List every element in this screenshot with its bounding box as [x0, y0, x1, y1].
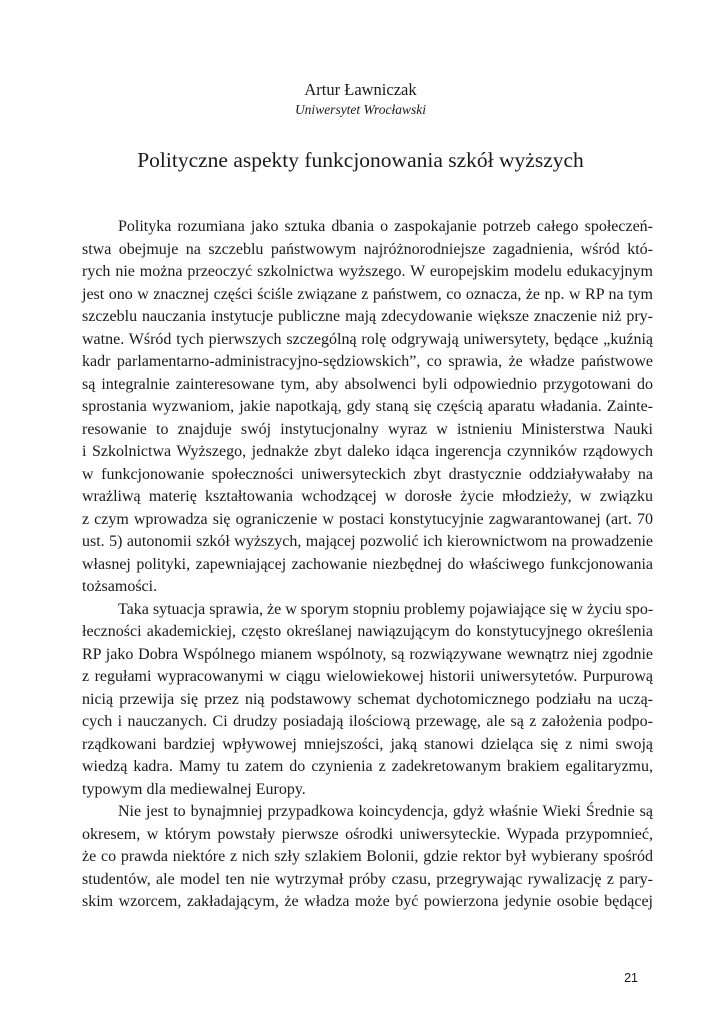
- paragraph-2-line: rządkowani bardziej wpływowej mniejszości, jaką stanowi dzieląca się z nimi swoją: [82, 735, 653, 753]
- paragraph-1-line: stwa obejmuje na szczeblu państwowym najróżnorodniejsze zagadnienia, wśród któ-: [82, 240, 653, 258]
- article-title: Polityczne aspekty funkcjonowania szkół wyższych: [137, 148, 584, 172]
- paragraph-1-line: w funkcjonowanie społeczności uniwersyteckich zbyt drastycznie oddziaływałaby na: [82, 465, 653, 483]
- paragraph-3-line: Nie jest to bynajmniej przypadkowa koincydencja, gdyż właśnie Wieki Średnie są: [118, 803, 653, 820]
- paragraph-1-line: szczeblu nauczania instytucje publiczne mają zdecydowanie większe znaczenie niż pry-: [82, 308, 653, 325]
- paragraph-1-line: jest ono w znacznej części ściśle związane z państwem, co oznacza, że np. w RP na tym: [82, 285, 653, 303]
- paragraph-2-line: typowym dla mediewalnej Europy.: [82, 780, 306, 798]
- paragraph-1-line: z czym wprowadza się ograniczenie w postaci konstytucyjnie zagwarantowanej (art. 70: [82, 510, 653, 528]
- paragraph-2-line: cych i nauczanych. Ci drudzy posiadają ilościową przewagę, ale są z założenia podpo-: [82, 713, 653, 730]
- paragraph-1-line: resowanie to znajduje swój instytucjonalny wyraz w istnieniu Ministerstwa Nauki: [82, 420, 653, 438]
- paragraph-3-line: okresem, w którym powstały pierwsze ośrodki uniwersyteckie. Wypada przypomnieć,: [82, 825, 653, 843]
- paragraph-3-line: skim wzorcem, zakładającym, że władza może być powierzona jedynie osobie będącej: [82, 893, 653, 910]
- paragraph-2-line: Taka sytuacja sprawia, że w sporym stopniu problemy pojawiające się w życiu spo-: [118, 600, 654, 618]
- paragraph-3-line: studentów, ale model ten nie wytrzymał próby czasu, przegrywając rywalizację z pary-: [82, 870, 653, 888]
- paragraph-1-line: watne. Wśród tych pierwszych szczególną rolę odgrywają uniwersytety, będące „kuźnią: [82, 330, 653, 348]
- paragraph-1-line: są integralnie zainteresowane tym, aby absolwenci byli odpowiednio przygotowani do: [82, 375, 653, 393]
- paragraph-1-line: i Szkolnictwa Wyższego, jednakże zbyt daleko idąca ingerencja czynników rządowych: [82, 443, 653, 460]
- paragraph-1-line: ust. 5) autonomii szkół wyższych, mającej pozwolić ich kierownictwom na prowadzenie: [82, 533, 653, 550]
- article-body: [82, 216, 653, 914]
- paragraph-1-line: rych nie można przeoczyć szkolnictwa wyższego. W europejskim modelu edukacyjnym: [82, 263, 653, 280]
- paragraph-1-line: sprostania wyzwaniom, jakie napotkają, gdy staną się częścią aparatu władania. Zainte-: [82, 398, 653, 415]
- page-number: 21: [624, 971, 638, 985]
- paragraph-1-line: wrażliwą materię kształtowania wchodzącej w dorosłe życie młodzieży, w związku: [82, 488, 653, 505]
- paragraph-1-line: własnej polityki, zapewniającej zachowanie niezbędnej do właściwego funkcjonowania: [82, 555, 653, 573]
- paragraph-1-line: tożsamości.: [82, 578, 158, 595]
- author-name: Artur Ławniczak: [304, 80, 417, 99]
- paragraph-1-line: Polityka rozumiana jako sztuka dbania o zaspokajanie potrzeb całego społeczeń-: [118, 218, 653, 235]
- paragraph-3-line: że co prawda niektóre z nich szły szlakiem Bolonii, gdzie rektor był wybierany spośród: [82, 848, 653, 865]
- paragraph-2-line: wiedzą kadra. Mamy tu zatem do czynienia z zadekretowanym brakiem egalitaryzmu,: [82, 758, 653, 775]
- paragraph-2-line: RP jako Dobra Wspólnego mianem wspólnoty, są rozwiązywane wewnątrz niej zgodnie: [82, 645, 653, 663]
- paragraph-2-line: łeczności akademickiej, często określanej nawiązującym do konstytucyjnego określenia: [82, 623, 653, 640]
- author-affiliation: Uniwersytet Wrocławski: [294, 102, 427, 117]
- paragraph-2-line: z regułami wypracowanymi w ciągu wielowiekowej historii uniwersytetów. Purpurową: [82, 668, 653, 685]
- paragraph-1-line: kadr parlamentarno-administracyjno-sędziowskich”, co sprawia, że władze państwowe: [82, 353, 653, 370]
- paragraph-2-line: nicią przewija się przez nią podstawowy schemat dychotomicznego podziału na uczą-: [82, 690, 653, 708]
